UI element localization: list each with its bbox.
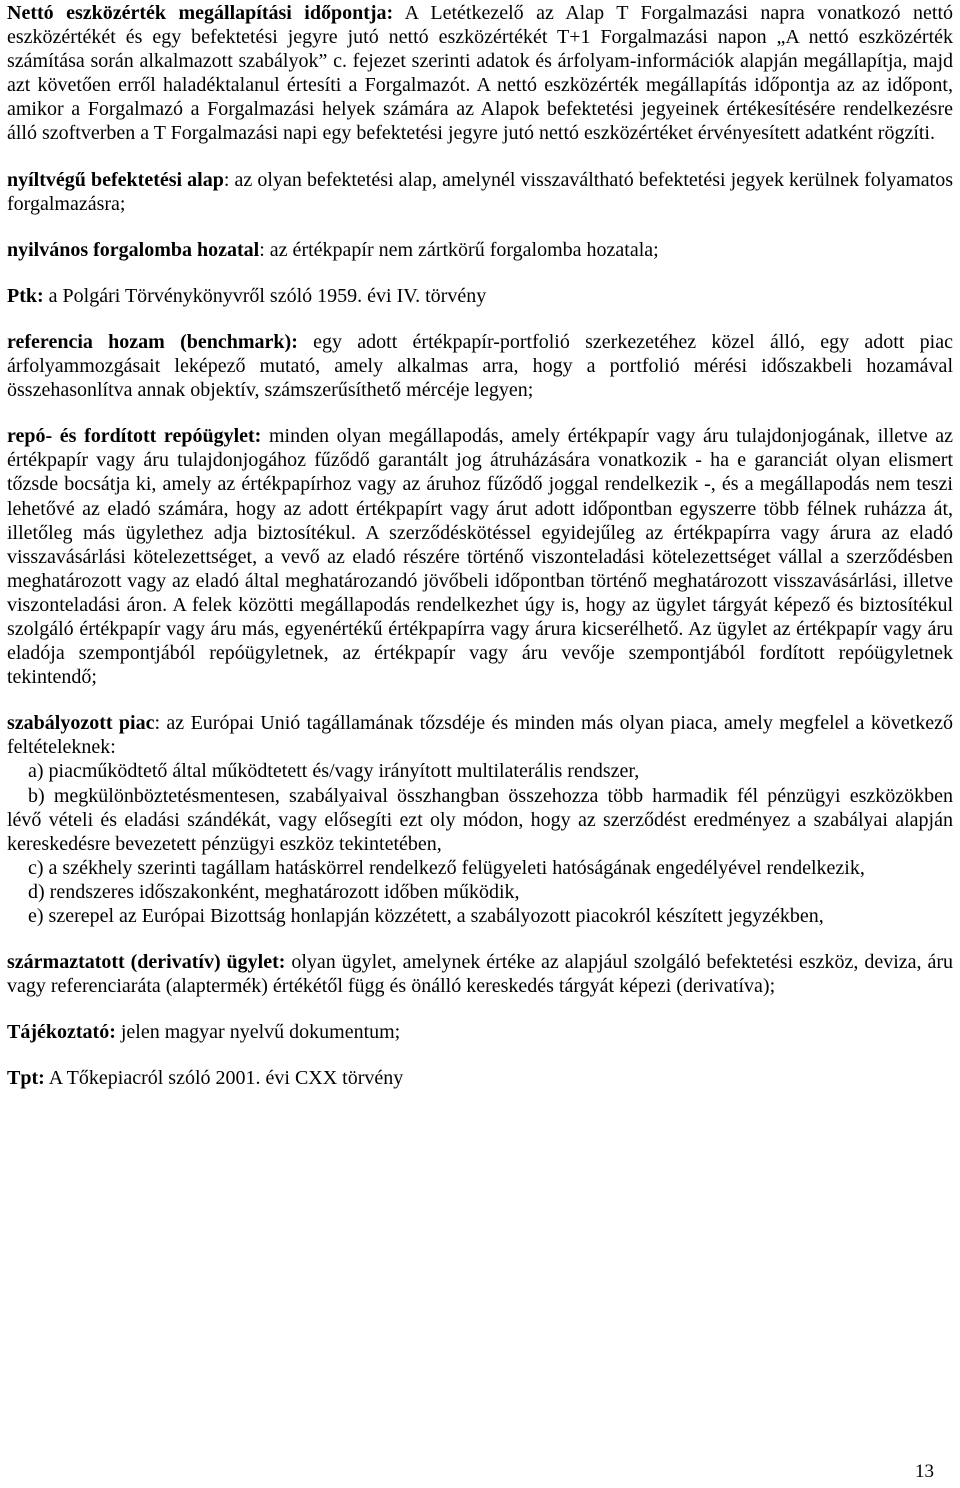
term: repó- és fordított repóügylet:: [7, 425, 262, 448]
definition-prospectus: [7, 1020, 953, 1044]
list-item: e) szerepel az Európai Bizottság honlapján közzétett, a szabályozott piacokról készített jegyzékben,: [28, 905, 824, 927]
definition-text: : az olyan befektetési alap, amelynél visszaváltható befektetési jegyek kerülnek folyamatos forgalmazásra;: [7, 168, 954, 215]
definition-repo: [7, 424, 953, 689]
term: nyíltvégű befektetési alap: [7, 168, 224, 191]
list-item: b) megkülönböztetésmentesen, szabályaival összhangban összehozza több harmadik fél pénzügyi eszközökben lévő vételi és eladási szándékát, vagy elősegíti ezt oly módon, hogy az szerződést eredményez a szabályai alapján kereskedésre bevezetett pénzügyi eszköz tekintetében,: [7, 784, 953, 855]
definition-tpt: [7, 1066, 953, 1090]
term: Tpt:: [7, 1067, 45, 1090]
definition-ptk: [7, 284, 953, 308]
definition-regulated-market: [7, 711, 953, 759]
definition-text: A Letétkezelő az Alap T Forgalmazási napra vonatkozó nettó eszközértékét és egy befektetési jegyre jutó nettó eszközértékét T+1 Forgalmazási napon „A nettó eszközérték számítása során alkalmazott szabályok” c. fejezet szerinti adatok és árfolyam-információk alapján megállapítja, majd azt követően erről haladéktalanul értesíti a Forgalmazót. A nettó eszközérték megállapítás időpontja az az időpont, amikor a Forgalmazó a Forgalmazási helyek számára az Alapok befektetési jegyeinek értékesítésére rendelkezésre álló szoftverben a T Forgalmazási napi egy befektetési jegyre jutó nettó eszközértéket érvényesített adatként rögzíti.: [7, 2, 953, 145]
term: Nettó eszközérték megállapítási időpontja:: [7, 2, 394, 24]
definition-derivative: [7, 950, 953, 998]
definition-text: A Tőkepiacról szóló 2001. évi CXX törvény: [44, 1067, 404, 1090]
term: referencia hozam (benchmark):: [7, 330, 298, 353]
list-item: a) piacműködtető által működtetett és/vagy irányított multilaterális rendszer,: [28, 760, 640, 783]
list-item: d) rendszeres időszakonként, meghatározott időben működik,: [28, 880, 520, 903]
term: szabályozott piac: [7, 712, 155, 735]
definition-text: : az Európai Unió tagállamának tőzsdéje és minden más olyan piaca, amely megfelel a következő feltételeknek:: [7, 712, 954, 759]
term: nyilvános forgalomba hozatal: [7, 238, 260, 261]
term: Tájékoztató:: [7, 1021, 116, 1044]
definition-benchmark: [7, 330, 953, 402]
term: származtatott (derivatív) ügylet:: [7, 951, 286, 974]
term: Ptk:: [7, 284, 44, 307]
definition-text: a Polgári Törvénykönyvről szóló 1959. évi IV. törvény: [43, 284, 487, 307]
definition-net-asset-value-time: [7, 0, 953, 146]
definition-open-ended-fund: [7, 168, 953, 216]
document-page: [7, 0, 953, 1090]
definition-text: olyan ügylet, amelynek értéke az alapjául szolgáló befektetési eszköz, deviza, áru vagy referenciaráta (alaptermék) értékétől függ és önálló kereskedés tárgyát képezi (derivatíva);: [7, 951, 954, 998]
definition-text: : az értékpapír nem zártkörű forgalomba hozatala;: [259, 238, 659, 261]
definition-text: egy adott értékpapír-portfolió szerkezetéhez közel álló, egy adott piac árfolyammozgásait leképező mutató, amely alkalmas arra, hogy a portfolió mérési időszakbeli hozamával összehasonlítva annak objektív, számszerűsíthető mércéje legyen;: [7, 330, 953, 402]
definition-text: minden olyan megállapodás, amely értékpapír vagy áru tulajdonjogának, illetve az értékpapír vagy áru tulajdonjogához fűződő garantált jog átruházására vonatkozik - ha e garanciát olyan elismert tőzsde bocsátja ki, amely az értékpapírhoz vagy az áruhoz fűződő joggal rendelkezik -, és a megállapodás nem teszi lehetővé az eladó számára, hogy az adott értékpapírt vagy árut adott időpontban egyszerre több félnek ruházza át, illetőleg más ügylethez adja biztosítékul. A szerződéskötéssel egyidejűleg az értékpapírra vagy árura az eladó visszavásárlási kötelezettséget, a vevő az eladó részére történő viszonteladási kötelezettséget vállal a szerződésben meghatározott vagy az eladó által meghatározandó jövőbeli időpontban történő meghatározott visszavásárlási, illetve viszonteladási áron. A felek közötti megállapodás rendelkezhet úgy is, hogy az ügylet tárgyát képező és biztosítékul szolgáló értékpapír vagy áru más, egyenértékű értékpapírra vagy árura kicserélhető. Az ügylet az értékpapír vagy áru eladója szempontjából repóügyletnek, az értékpapír vagy áru vevője szempontjából fordított repóügyletnek tekintendő;: [7, 425, 953, 689]
page-number: 13: [915, 1461, 934, 1482]
definition-public-offering: [7, 238, 953, 262]
list-item: c) a székhely szerinti tagállam hatáskörrel rendelkező felügyeleti hatóságának engedélyével rendelkezik,: [28, 856, 865, 879]
definition-text: jelen magyar nyelvű dokumentum;: [115, 1021, 401, 1044]
regulated-market-conditions-list: [7, 759, 953, 928]
